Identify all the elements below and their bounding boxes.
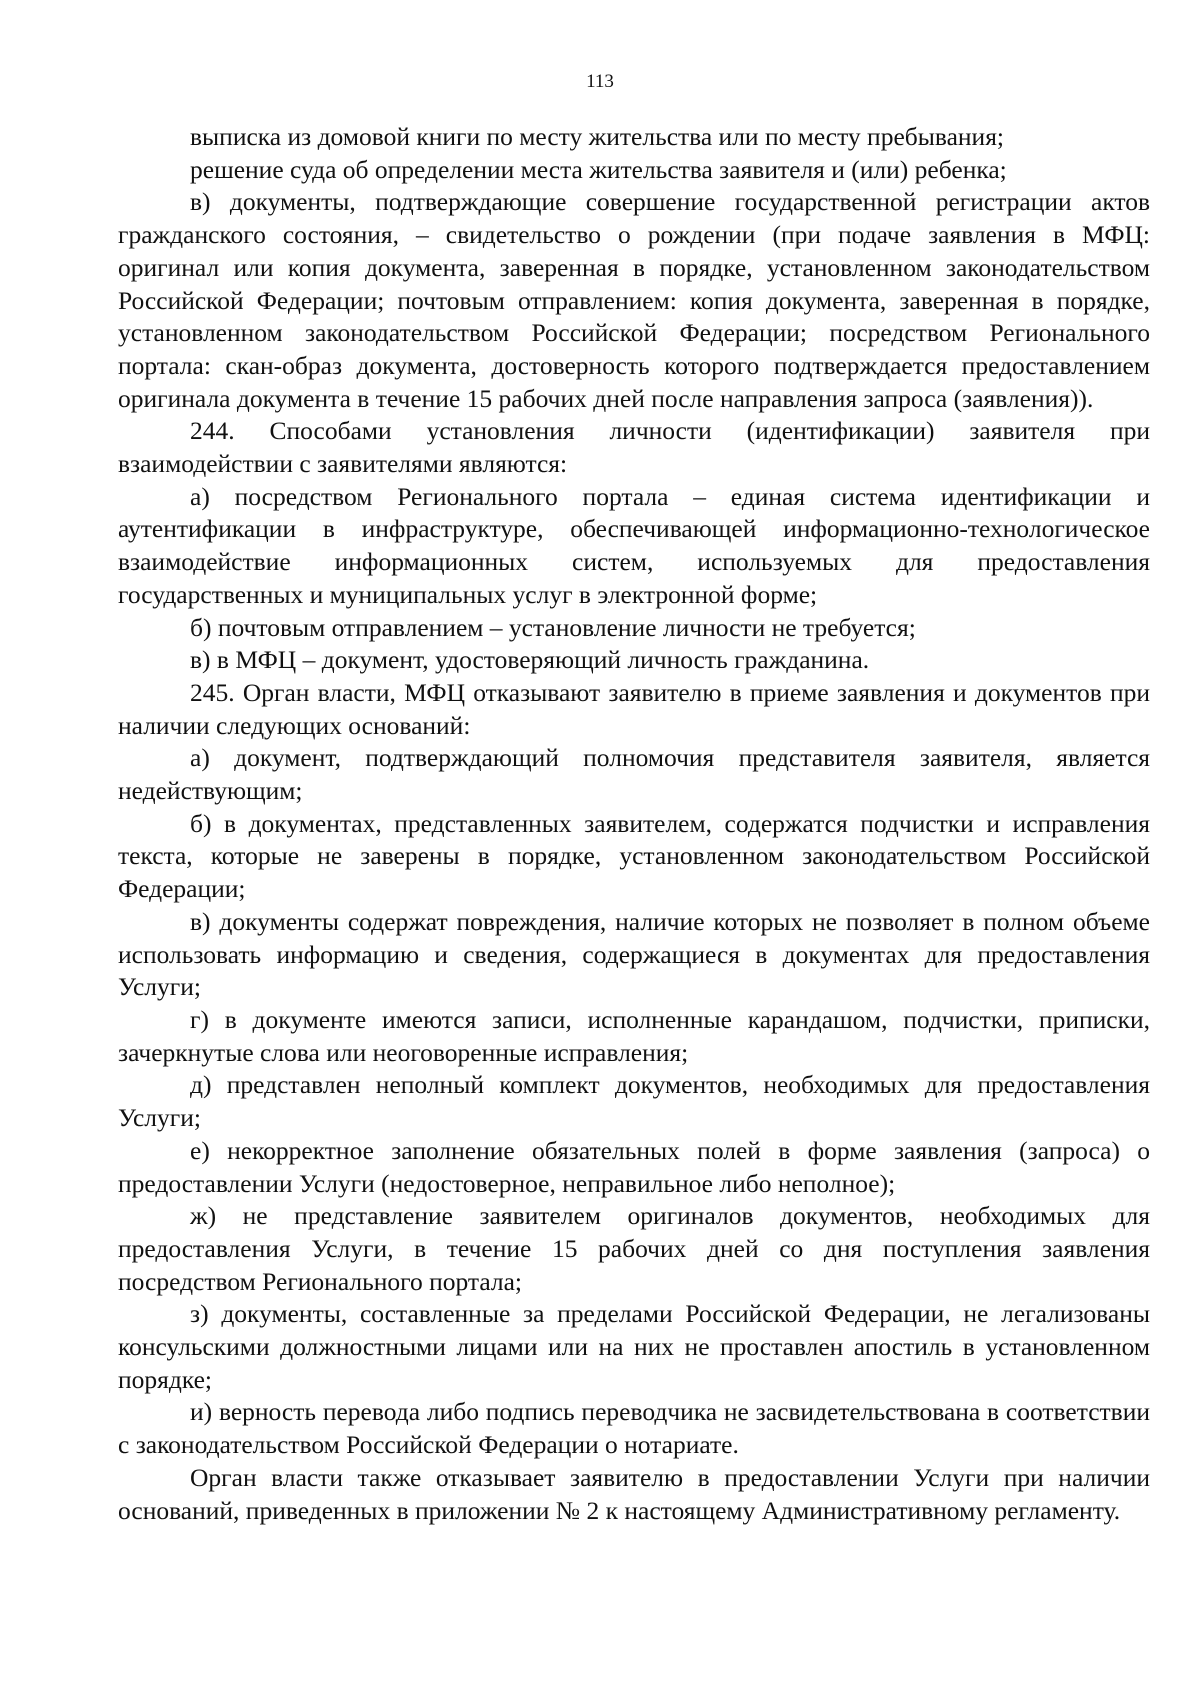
- paragraph-refusal-v: в) документы содержат повреждения, наличие которых не позволяет в полном объеме использовать информацию и сведения, содержащиеся в документах для предоставления Услуги;: [118, 906, 1150, 1002]
- paragraph-identification-mail: б) почтовым отправлением – установление личности не требуется;: [190, 612, 916, 642]
- paragraph-house-book-extract: выписка из домовой книги по месту жительства или по месту пребывания;: [190, 122, 1005, 151]
- paragraph-refusal-z: з) документы, составленные за пределами Российской Федерации, не легализованы консульскими должностными лицами или на них не проставлен апостиль в установленном порядке;: [118, 1299, 1150, 1394]
- paragraph-service-refusal-appendix: Орган власти также отказывает заявителю в предоставлении Услуги при наличии оснований, приведенных в приложении № 2 к настоящему Административному регламенту.: [118, 1462, 1150, 1525]
- page-number: 113: [586, 71, 614, 92]
- paragraph-identification-mfc: в) в МФЦ – документ, удостоверяющий личность гражданина.: [190, 645, 870, 675]
- paragraph-refusal-a: а) документ, подтверждающий полномочия представителя заявителя, является недействующим;: [118, 743, 1150, 806]
- paragraph-court-decision: решение суда об определении места жительства заявителя и (или) ребенка;: [190, 154, 1007, 184]
- document-body: [118, 121, 1150, 1527]
- paragraph-refusal-g: г) в документе имеются записи, исполненные карандашом, подчистки, приписки, зачеркнутые слова или неоговоренные исправления;: [118, 1004, 1150, 1067]
- paragraph-refusal-d: д) представлен неполный комплект документов, необходимых для предоставления Услуги;: [118, 1070, 1150, 1133]
- paragraph-identification-portal: а) посредством Регионального портала – единая система идентификации и аутентификации в инфраструктуре, обеспечивающей информационно-технологическое взаимодействие информационных систем, используемых для предоставления государственных и муниципальных услуг в электронной форме;: [118, 481, 1150, 609]
- paragraph-refusal-b: б) в документах, представленных заявителем, содержатся подчистки и исправления текста, которые не заверены в порядке, установленном законодательством Российской Федерации;: [118, 808, 1150, 904]
- paragraph-refusal-i: и) верность перевода либо подпись переводчика не засвидетельствована в соответствии с законодательством Российской Федерации о нотариате.: [118, 1397, 1150, 1460]
- paragraph-245-refusal-grounds: 245. Орган власти, МФЦ отказывают заявителю в приеме заявления и документов при наличии следующих оснований:: [118, 677, 1150, 740]
- paragraph-refusal-e: е) некорректное заполнение обязательных полей в форме заявления (запроса) о предоставлении Услуги (недостоверное, неправильное либо неполное);: [118, 1135, 1150, 1198]
- paragraph-244-identification: 244. Способами установления личности (идентификации) заявителя при взаимодействии с заявителями являются:: [118, 416, 1150, 479]
- paragraph-civil-status-documents: в) документы, подтверждающие совершение государственной регистрации актов гражданского состояния, – свидетельство о рождении (при подаче заявления в МФЦ: оригинал или копия документа, заверенная в порядке, установленном законодательством Российской Федерации; почтовым отправлением: копия документа, заверенная в порядке, установленном законодательством Российской Федерации; посредством Регионального портала: скан-образ документа, достоверность которого подтверждается предоставлением оригинала документа в течение 15 рабочих дней после направления запроса (заявления)).: [118, 187, 1150, 413]
- paragraph-refusal-zh: ж) не представление заявителем оригиналов документов, необходимых для предоставления Услуги, в течение 15 рабочих дней со дня поступления заявления посредством Регионального портала;: [118, 1201, 1150, 1296]
